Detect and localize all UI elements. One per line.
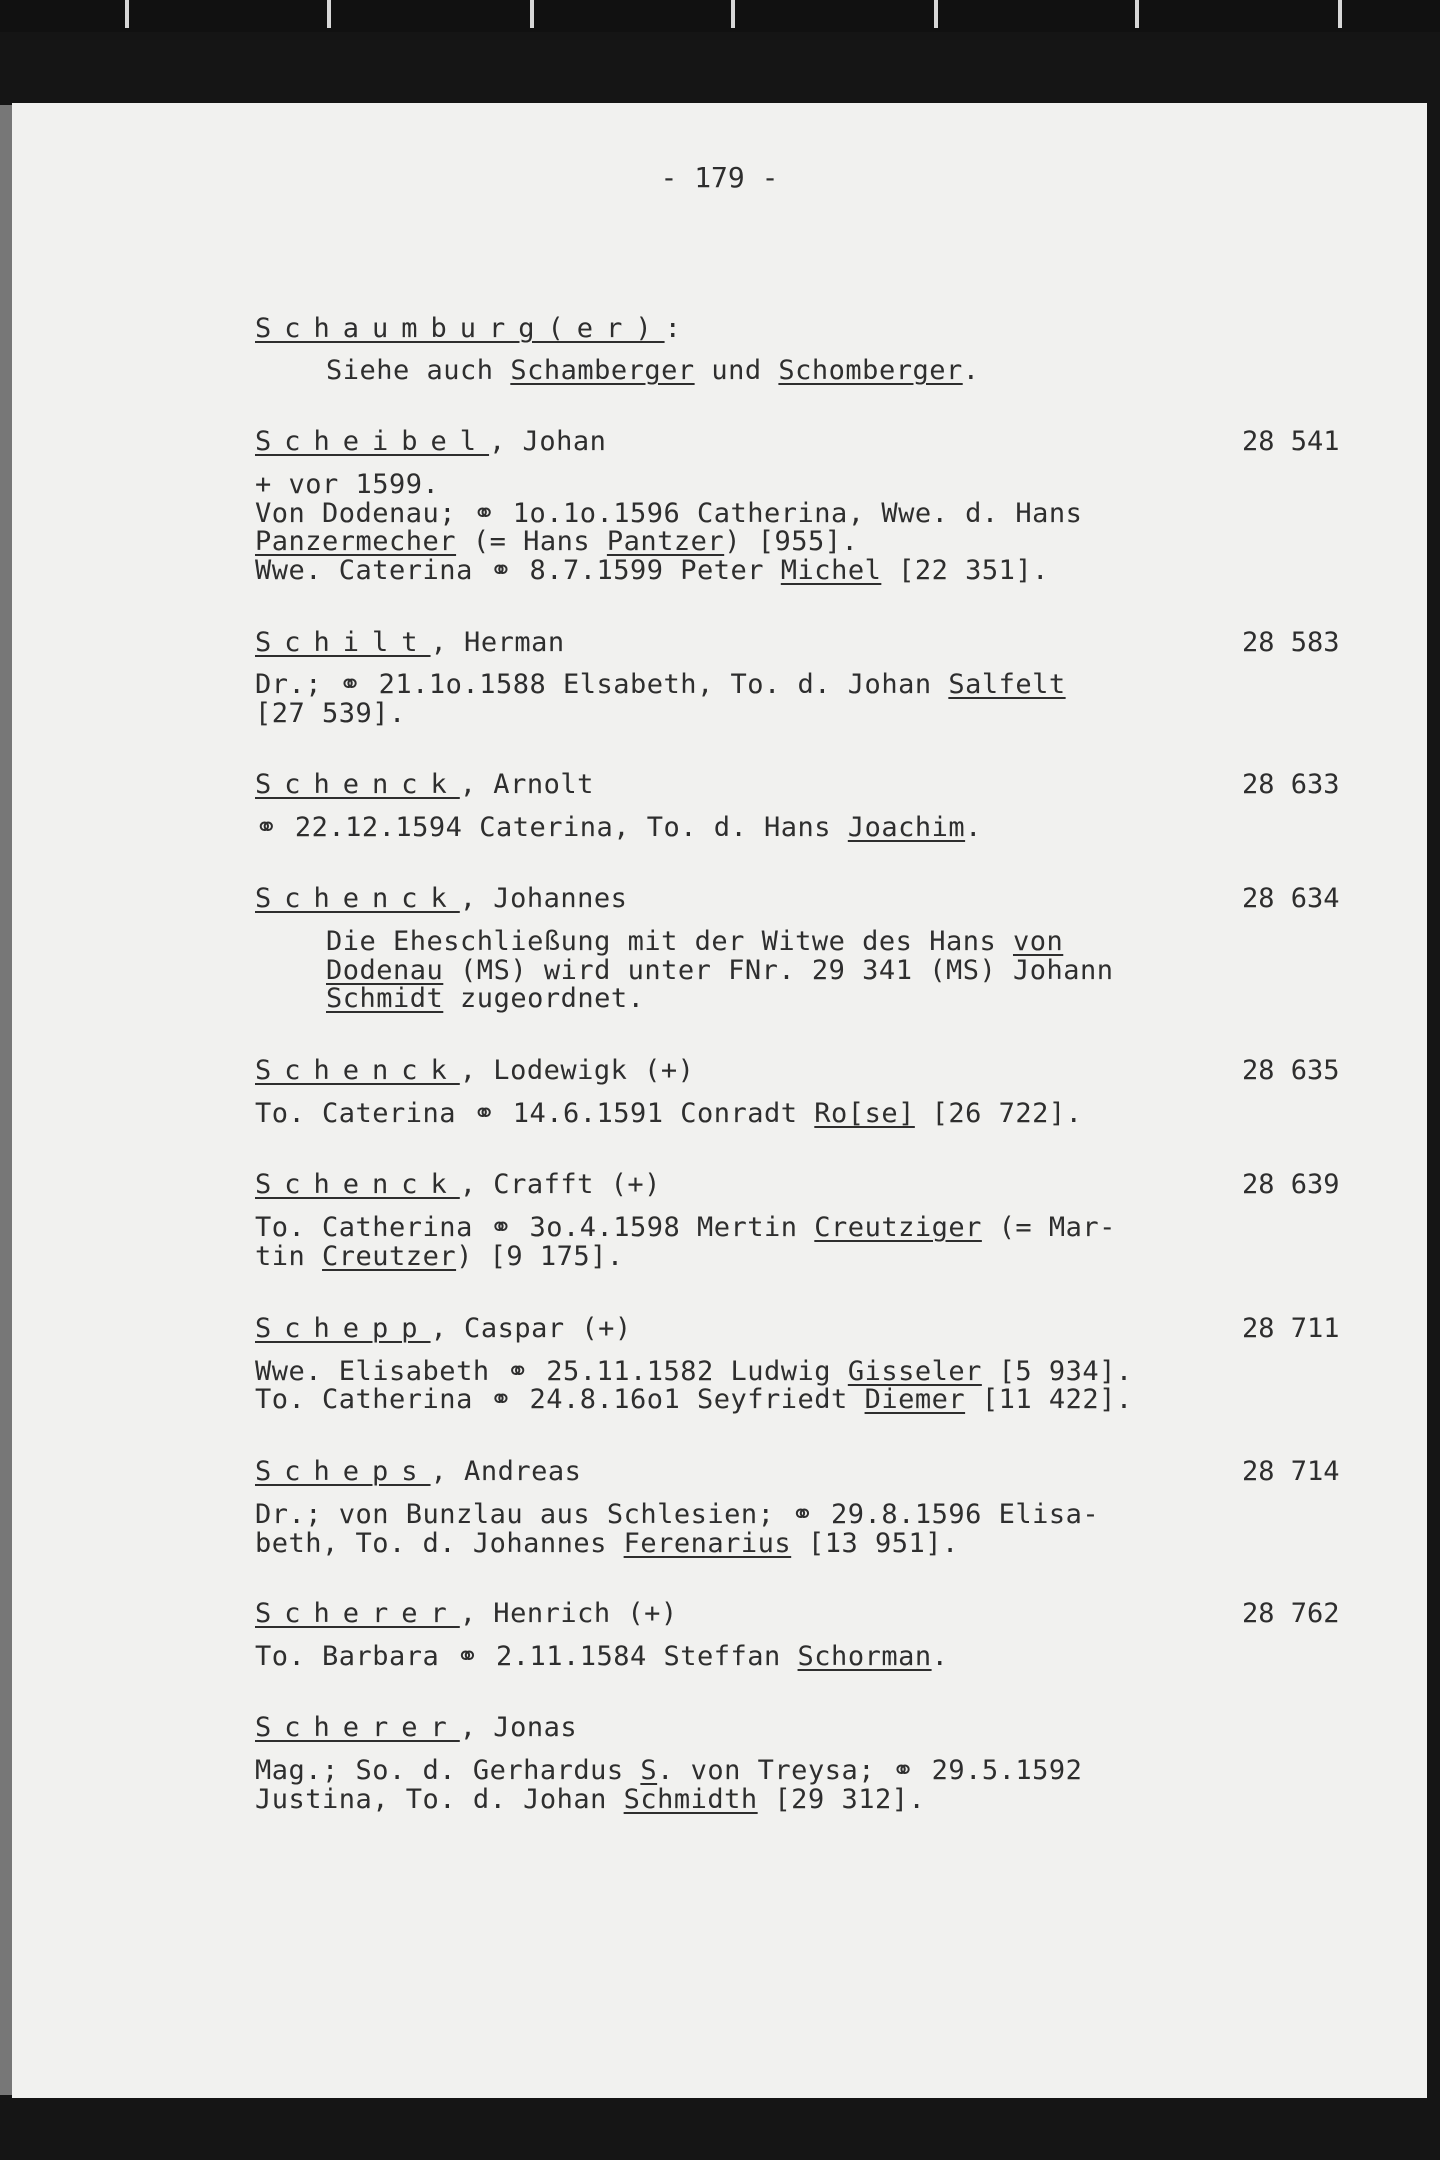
- underlined-name: S: [640, 1755, 658, 1786]
- underlined-name: Schmidt: [326, 983, 444, 1014]
- text-run: Mag.; So. d. Gerhardus: [255, 1755, 641, 1786]
- entry-text-line: [255, 671, 1066, 699]
- entry-text-line: [255, 1358, 1133, 1386]
- underlined-name: Panzermecher: [255, 526, 457, 557]
- text-run: ) [955].: [724, 526, 859, 557]
- text-run: [5 934].: [981, 1356, 1133, 1387]
- entry-heading: [255, 1171, 661, 1199]
- entry-heading: [255, 1458, 581, 1486]
- entry-number: 28 634: [1242, 883, 1340, 914]
- strip-mark: [731, 0, 735, 28]
- entry-text-line: [255, 557, 1049, 585]
- given-name: , Andreas: [430, 1456, 582, 1487]
- entry-text-line: [255, 528, 858, 556]
- text-run: ⚭ 22.12.1594 Caterina, To. d. Hans: [255, 812, 848, 843]
- entry-text-line: [255, 1243, 624, 1271]
- strip-mark: [530, 0, 534, 28]
- text-run: Von Dodenau; ⚭ 1o.1o.1596 Catherina, Wwe. d. Hans: [255, 498, 1083, 529]
- given-name: , Henrich (+): [459, 1598, 678, 1629]
- given-name: , Johan: [489, 426, 607, 457]
- surname: Schenck: [255, 1055, 460, 1086]
- entry-heading: [255, 1600, 678, 1628]
- underlined-name: Dodenau: [326, 955, 444, 986]
- entry-heading: [255, 428, 606, 456]
- entry-text-line: [255, 1386, 1133, 1414]
- page-edge: [0, 105, 12, 2095]
- entry-heading: [255, 315, 681, 343]
- entry-text-line: [255, 700, 406, 728]
- underlined-name: Creutziger: [814, 1212, 982, 1243]
- entry-text-line: [255, 1214, 1116, 1242]
- entry-text-line: [255, 1757, 1082, 1785]
- underlined-name: Schorman: [797, 1641, 932, 1672]
- given-name: , Lodewigk (+): [459, 1055, 695, 1086]
- entry-number: 28 633: [1242, 769, 1340, 800]
- given-name: , Jonas: [459, 1712, 578, 1743]
- text-run: .: [965, 812, 982, 843]
- entry-text-line: [255, 1530, 959, 1558]
- entry-text-line: [255, 814, 982, 842]
- entry-number: 28 714: [1242, 1456, 1340, 1487]
- entry-heading: [255, 629, 565, 657]
- entry-number: 28 639: [1242, 1169, 1340, 1200]
- text-run: [27 539].: [255, 698, 406, 729]
- entry-number: 28 711: [1242, 1313, 1340, 1344]
- surname: Scheibel: [255, 426, 490, 457]
- entry-text-line: [255, 471, 439, 499]
- text-run: [11 422].: [965, 1384, 1133, 1415]
- text-run: Justina, To. d. Johan: [255, 1784, 624, 1815]
- text-run: und: [694, 355, 779, 386]
- text-run: Wwe. Elisabeth ⚭ 25.11.1582 Ludwig: [255, 1356, 848, 1387]
- surname: Schenck: [255, 883, 460, 914]
- text-run: (= Hans: [456, 526, 607, 557]
- entry-text-line: [326, 957, 1114, 985]
- text-run: . von Treysa; ⚭ 29.5.1592: [657, 1755, 1083, 1786]
- entry-text-line: [255, 500, 1082, 528]
- surname: Schaumburg(er): [255, 313, 665, 344]
- page-number: - 179 -: [660, 161, 779, 194]
- given-name: , Arnolt: [459, 769, 594, 800]
- underlined-name: Joachim: [847, 812, 966, 843]
- underlined-name: Diemer: [864, 1384, 966, 1415]
- underlined-name: Pantzer: [606, 526, 725, 557]
- text-run: [22 351].: [881, 555, 1049, 586]
- entry-text-line: [326, 357, 979, 385]
- strip-mark: [1135, 0, 1139, 28]
- text-run: .: [962, 355, 980, 386]
- text-run: [29 312].: [757, 1784, 926, 1815]
- document-page: [12, 103, 1427, 2098]
- text-run: To. Catherina ⚭ 3o.4.1598 Mertin: [255, 1212, 815, 1243]
- given-name: , Crafft (+): [459, 1169, 661, 1200]
- entry-text-line: [326, 985, 644, 1013]
- surname: Schilt: [255, 627, 431, 658]
- surname: Schepp: [255, 1313, 431, 1344]
- entry-number: 28 762: [1242, 1598, 1340, 1629]
- entry-heading: [255, 1057, 694, 1085]
- entry-text-line: [255, 1501, 1099, 1529]
- underlined-name: Ferenarius: [623, 1528, 792, 1559]
- strip-mark: [125, 0, 129, 28]
- text-run: Wwe. Caterina ⚭ 8.7.1599 Peter: [255, 555, 781, 586]
- film-strip-top: [0, 0, 1440, 32]
- given-name: :: [664, 313, 682, 344]
- underlined-name: Ro[se]: [814, 1098, 915, 1129]
- underlined-name: von: [1012, 926, 1064, 957]
- underlined-name: Schmidth: [623, 1784, 758, 1815]
- entry-heading: [255, 1315, 632, 1343]
- underlined-name: Michel: [780, 555, 882, 586]
- entry-number: 28 635: [1242, 1055, 1340, 1086]
- given-name: , Johannes: [459, 883, 628, 914]
- entry-heading: [255, 1714, 577, 1742]
- given-name: , Herman: [430, 627, 565, 658]
- text-run: To. Catherina ⚭ 24.8.16o1 Seyfriedt: [255, 1384, 865, 1415]
- text-run: To. Barbara ⚭ 2.11.1584 Steffan: [255, 1641, 798, 1672]
- text-run: beth, To. d. Johannes: [255, 1528, 624, 1559]
- text-run: zugeordnet.: [443, 983, 645, 1014]
- underlined-name: Schomberger: [778, 355, 963, 386]
- strip-mark: [327, 0, 331, 28]
- strip-mark: [934, 0, 938, 28]
- text-run: (= Mar-: [981, 1212, 1116, 1243]
- underlined-name: Gisseler: [847, 1356, 982, 1387]
- strip-mark: [1338, 0, 1342, 28]
- surname: Scherer: [255, 1712, 460, 1743]
- surname: Schenck: [255, 769, 460, 800]
- entry-number: 28 583: [1242, 627, 1340, 658]
- text-run: (MS) wird unter FNr. 29 341 (MS) Johann: [443, 955, 1114, 986]
- text-run: tin: [255, 1241, 323, 1272]
- underlined-name: Creutzer: [322, 1241, 457, 1272]
- underlined-name: Salfelt: [948, 669, 1066, 700]
- entry-text-line: [255, 1643, 948, 1671]
- text-run: ) [9 175].: [456, 1241, 624, 1272]
- text-run: .: [931, 1641, 949, 1672]
- surname: Scheps: [255, 1456, 431, 1487]
- text-run: Dr.; ⚭ 21.1o.1588 Elsabeth, To. d. Johan: [255, 669, 949, 700]
- entry-text-line: [326, 928, 1063, 956]
- entry-text-line: [255, 1100, 1082, 1128]
- entry-heading: [255, 885, 627, 913]
- surname: Schenck: [255, 1169, 460, 1200]
- text-run: [26 722].: [914, 1098, 1083, 1129]
- underlined-name: Schamberger: [510, 355, 695, 386]
- text-run: Siehe auch: [326, 355, 511, 386]
- text-run: To. Caterina ⚭ 14.6.1591 Conradt: [255, 1098, 815, 1129]
- text-run: Dr.; von Bunzlau aus Schlesien; ⚭ 29.8.1596 Elisa-: [255, 1499, 1100, 1530]
- text-run: [13 951].: [791, 1528, 959, 1559]
- given-name: , Caspar (+): [430, 1313, 632, 1344]
- entry-text-line: [255, 1786, 925, 1814]
- text-run: + vor 1599.: [255, 469, 440, 500]
- entry-number: 28 541: [1242, 426, 1340, 457]
- text-run: Die Eheschließung mit der Witwe des Hans: [326, 926, 1013, 957]
- surname: Scherer: [255, 1598, 460, 1629]
- entry-heading: [255, 771, 594, 799]
